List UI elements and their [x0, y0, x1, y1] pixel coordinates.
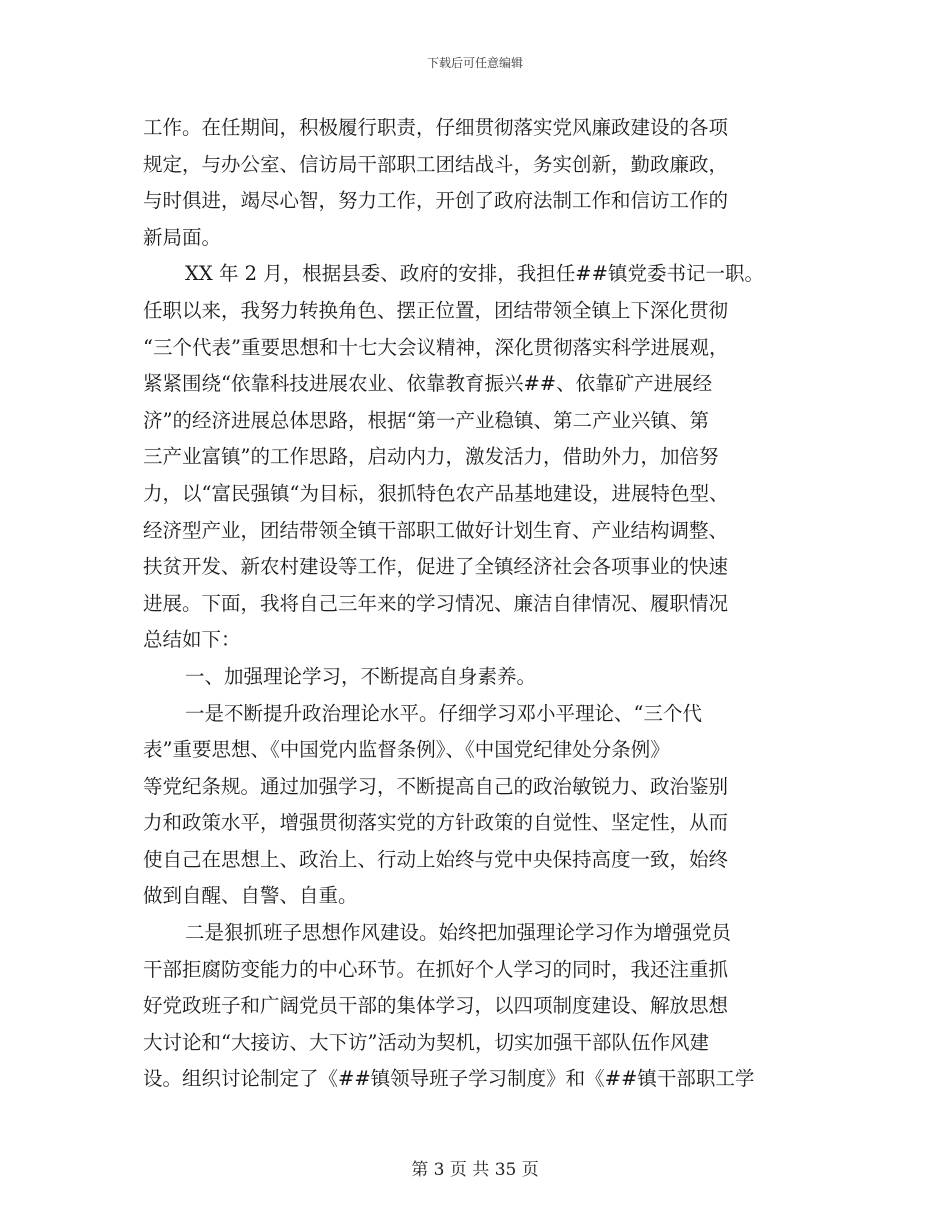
text-line: 经济型产业，团结带领全镇干部职工做好计划生育、产业结构调整、 — [143, 518, 729, 542]
text-line: 力，以“富民强镇“为目标，狠抓特色农产品基地建设，进展特色型、 — [143, 481, 729, 505]
text-line: 总结如下： — [143, 628, 241, 652]
text-line: 济”的经济进展总体思路，根据“第一产业稳镇、第二产业兴镇、第 — [143, 408, 709, 432]
page-header: 下载后可任意编辑 — [426, 56, 523, 70]
text-line: 新局面。 — [143, 225, 222, 249]
text-line: 与时俱进，竭尽心智，努力工作，开创了政府法制工作和信访工作的 — [143, 189, 729, 213]
text-line: 干部拒腐防变能力的中心环节。在抓好个人学习的同时，我还注重抓 — [143, 957, 729, 981]
text-line: 二是狠抓班子思想作风建设。始终把加强理论学习作为增强党员 — [185, 921, 732, 945]
text-line: 等党纪条规。通过加强学习，不断提高自己的政治敏锐力、政治鉴别 — [143, 774, 729, 798]
text-line: 紧紧围绕“依靠科技进展农业、依靠教育振兴##、依靠矿产进展经 — [143, 372, 713, 396]
page-footer: 第 3 页 共 35 页 — [411, 1160, 539, 1180]
text-line: 使自己在思想上、政治上、行动上始终与党中央保持高度一致，始终 — [143, 847, 729, 871]
text-line: 规定，与办公室、信访局干部职工团结战斗，务实创新，勤政廉政， — [143, 152, 729, 176]
text-line: 三产业富镇”的工作思路，启动内力，激发活力，借助外力，加倍努 — [143, 445, 719, 469]
text-line: “三个代表”重要思想和十七大会议精神，深化贯彻落实科学进展观， — [143, 335, 729, 359]
text-line: 扶贫开发、新农村建设等工作，促进了全镇经济社会各项事业的快速 — [143, 555, 729, 579]
text-line: 进展。下面，我将自己三年来的学习情况、廉洁自律情况、履职情况 — [143, 591, 729, 615]
text-line: 力和政策水平，增强贯彻落实党的方针政策的自觉性、坚定性，从而 — [143, 811, 729, 835]
document-body — [143, 110, 803, 1098]
text-line: XX 年 2 月，根据县委、政府的安排，我担任##镇党委书记一职。 — [185, 262, 764, 286]
text-line: 好党政班子和广阔党员干部的集体学习，以四项制度建设、解放思想 — [143, 994, 729, 1018]
text-line: 一是不断提升政治理论水平。仔细学习邓小平理论、“三个代 — [185, 701, 702, 725]
text-line: 一、加强理论学习，不断提高自身素养。 — [185, 664, 537, 688]
text-line: 做到自醒、自警、自重。 — [143, 884, 358, 908]
text-line: 任职以来，我努力转换角色、摆正位置，团结带领全镇上下深化贯彻 — [143, 298, 729, 322]
text-line: 大讨论和“大接访、大下访”活动为契机，切实加强干部队伍作风建 — [143, 1030, 709, 1054]
text-line: 设。组织讨论制定了《##镇领导班子学习制度》和《##镇干部职工学 — [143, 1067, 755, 1091]
text-line: 表”重要思想、《中国党内监督条例》、《中国党纪律处分条例》 — [143, 738, 670, 762]
text-line: 工作。在任期间，积极履行职责，仔细贯彻落实党风廉政建设的各项 — [143, 116, 729, 139]
